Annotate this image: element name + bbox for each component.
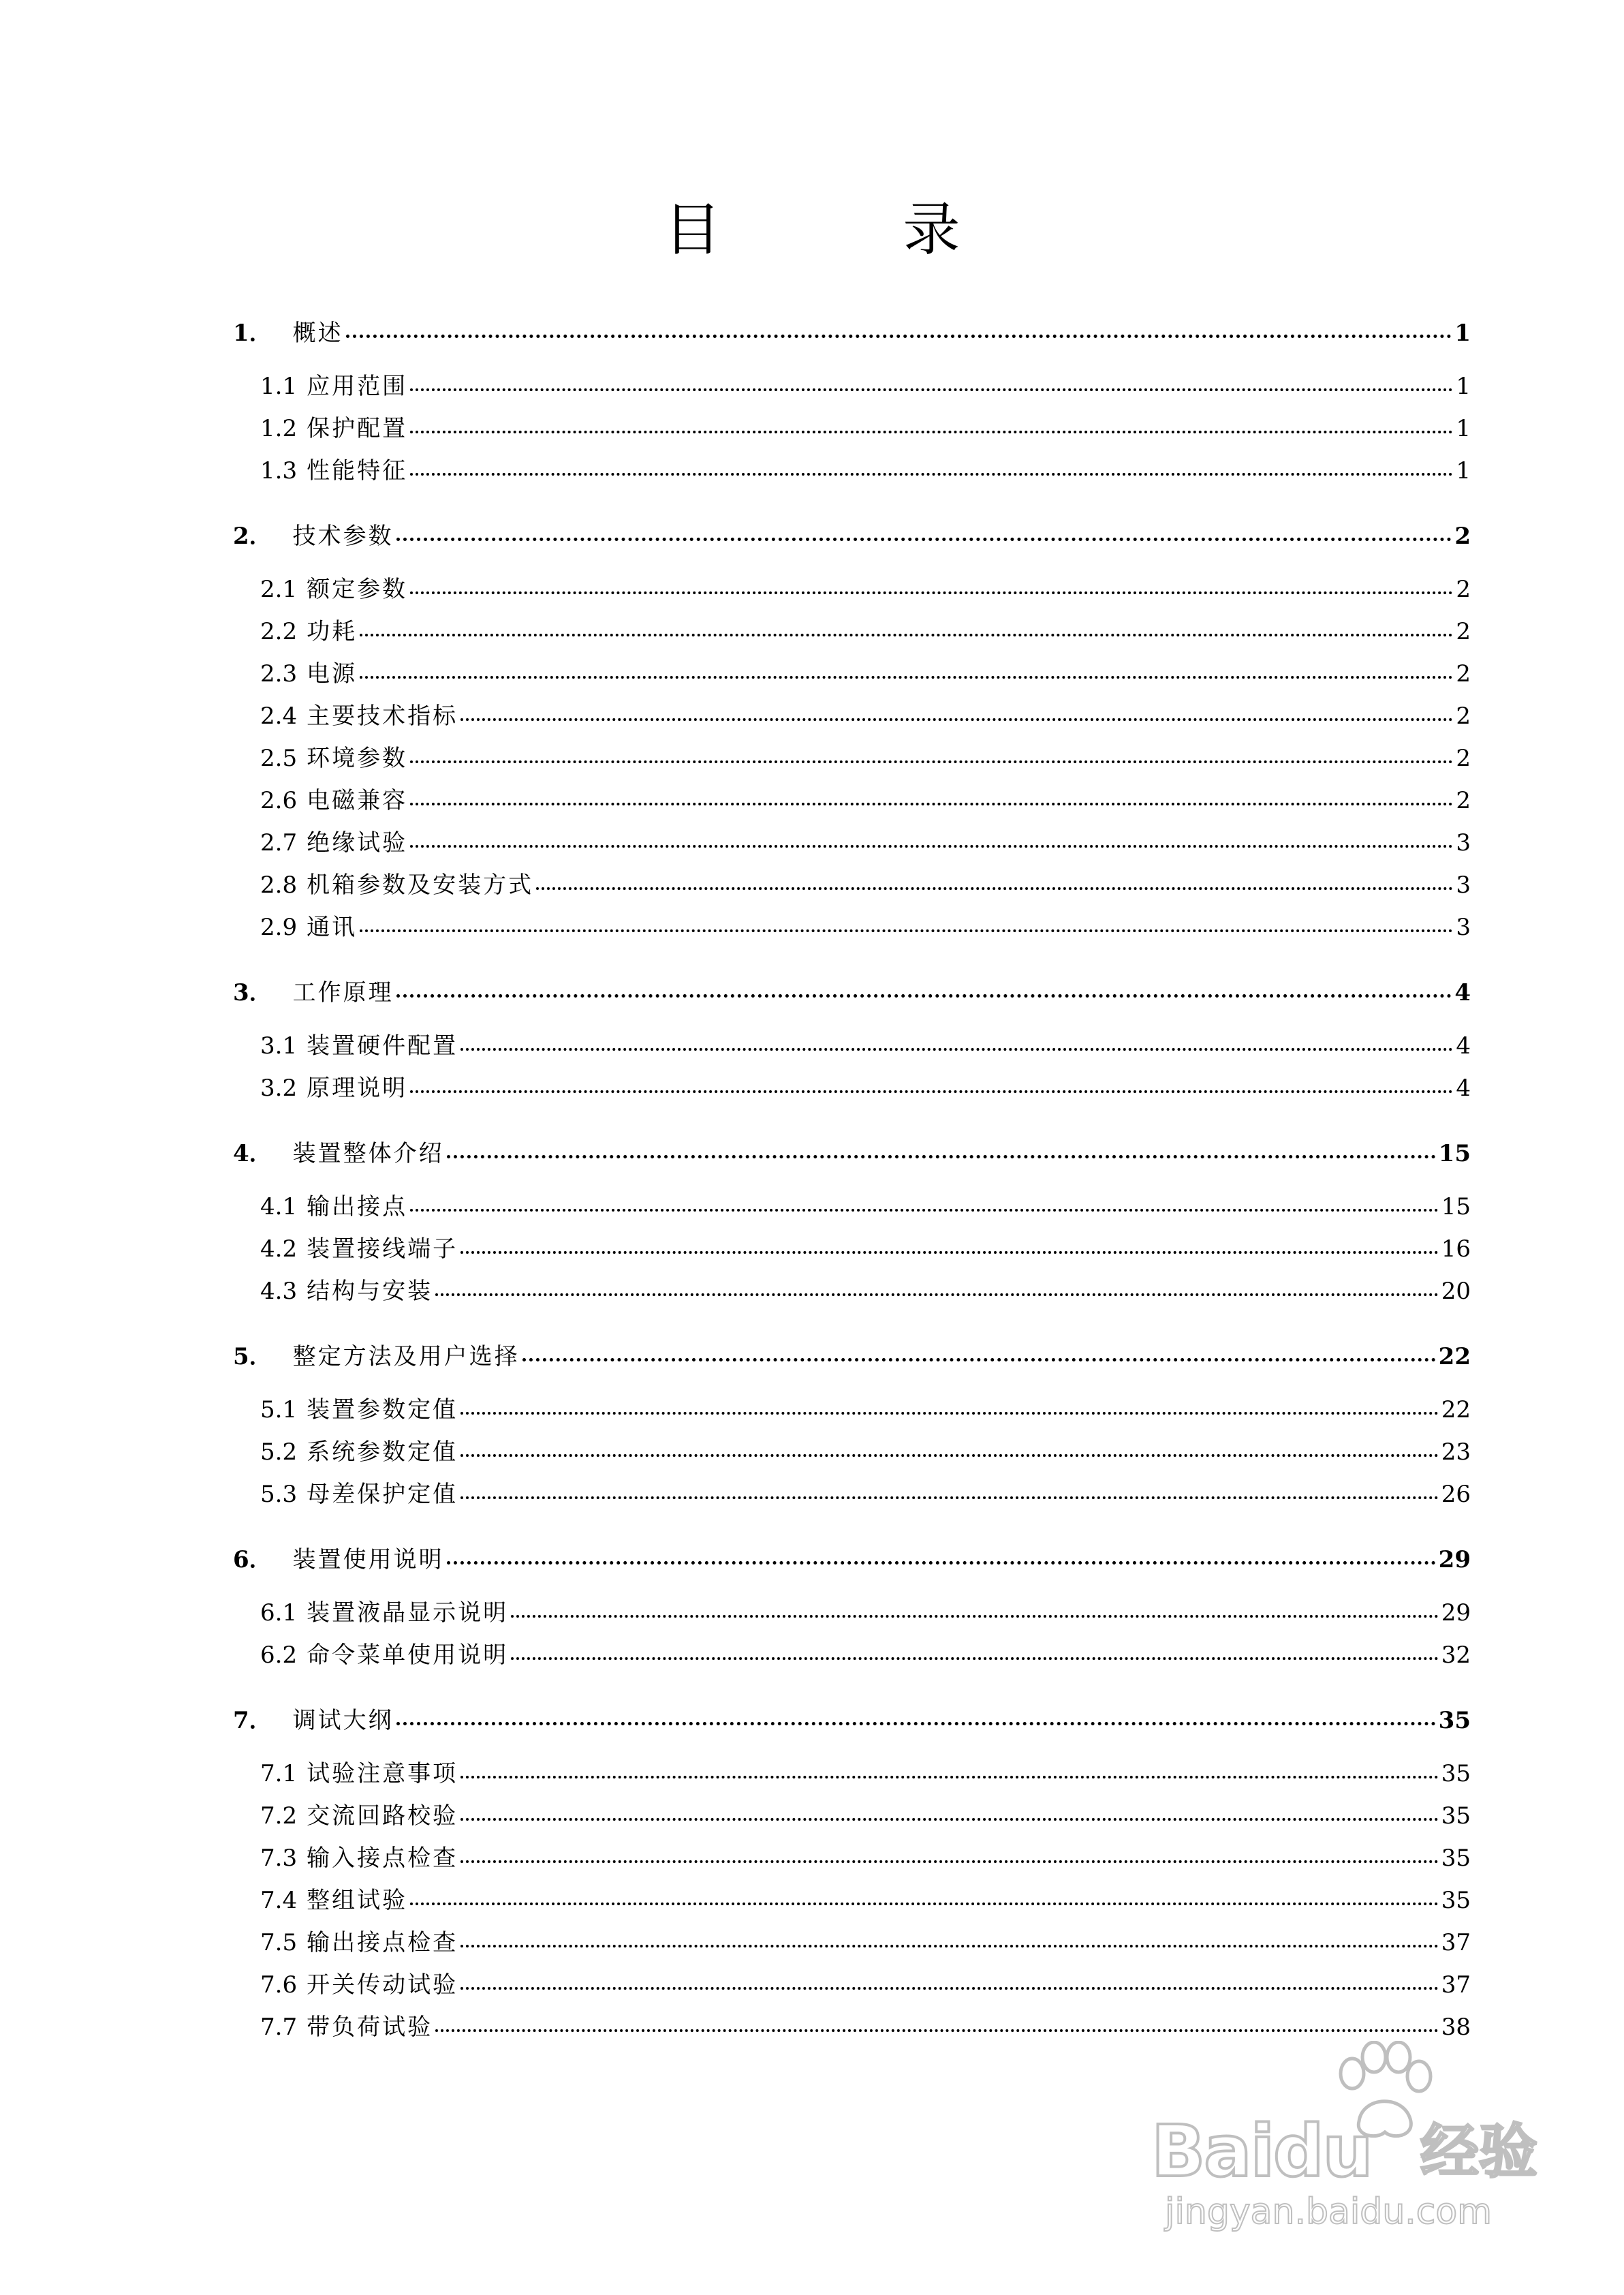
toc-section-entry[interactable]	[260, 1926, 1471, 1960]
toc-page-number: 29	[1438, 1546, 1471, 1573]
toc-dot-leader	[410, 803, 1453, 805]
toc-entry-number: 5.2	[260, 1438, 298, 1466]
toc-page-number: 2	[1456, 787, 1471, 814]
toc-entry-label: 输入接点检查	[307, 1845, 458, 1872]
toc-page-number: 3	[1456, 914, 1471, 941]
toc-section-entry[interactable]	[260, 826, 1471, 860]
toc-dot-leader	[410, 431, 1453, 433]
toc-dot-leader	[435, 1293, 1439, 1296]
toc-page-number: 4	[1454, 979, 1471, 1006]
toc-page-number: 2	[1454, 523, 1471, 550]
toc-entry-number: 5.3	[260, 1481, 298, 1508]
toc-entry-number: 2.9	[260, 914, 298, 941]
toc-dot-leader	[435, 2029, 1439, 2032]
toc-entry-label: 技术参数	[292, 523, 394, 550]
toc-section-entry[interactable]	[260, 910, 1471, 944]
toc-entry-label: 装置接线端子	[307, 1235, 458, 1263]
toc-entry-label: 功耗	[307, 618, 358, 645]
toc-entry-label: 额定参数	[307, 576, 408, 603]
toc-dot-leader	[410, 1903, 1439, 1905]
toc-entry-label: 输出接点	[307, 1193, 408, 1220]
toc-section-entry[interactable]	[260, 1596, 1471, 1630]
toc-entry-number: 1.1	[260, 373, 298, 400]
toc-entry-number: 2.6	[260, 787, 298, 814]
toc-entry-number: 4.3	[260, 1278, 298, 1305]
toc-entry-label: 装置参数定值	[307, 1396, 458, 1423]
toc-entry-label: 试验注意事项	[307, 1760, 458, 1787]
toc-page-number: 37	[1441, 1971, 1471, 1999]
toc-entry-label: 结构与安装	[307, 1278, 433, 1305]
toc-dot-leader	[410, 1209, 1439, 1212]
toc-entry-label: 性能特征	[307, 457, 408, 484]
toc-dot-leader	[396, 994, 1452, 998]
toc-dot-leader	[360, 634, 1453, 636]
toc-entry-number: 1.3	[260, 457, 298, 484]
toc-entry-number: 7.4	[260, 1887, 298, 1914]
jingyan-text: 经验	[1420, 2118, 1537, 2186]
toc-entry-number: 2．	[233, 523, 272, 550]
toc-page-number: 2	[1456, 618, 1471, 645]
toc-chapter-entry[interactable]	[233, 1137, 1471, 1171]
toc-dot-leader	[346, 335, 1452, 338]
toc-entry-number: 2.1	[260, 576, 298, 603]
toc-entry-number: 4．	[233, 1140, 272, 1167]
toc-section-entry[interactable]	[260, 412, 1471, 446]
toc-entry-number: 1．	[233, 320, 272, 347]
toc-entry-number: 2.8	[260, 872, 298, 899]
toc-entry-number: 4.2	[260, 1235, 298, 1263]
toc-entry-number: 2.7	[260, 829, 298, 857]
toc-chapter-entry[interactable]	[233, 316, 1471, 350]
toc-entry-number: 2.4	[260, 703, 298, 730]
toc-entry-number: 2.2	[260, 618, 298, 645]
toc-section-entry[interactable]	[260, 699, 1471, 733]
toc-section-entry[interactable]	[260, 657, 1471, 691]
toc-section-entry[interactable]	[260, 572, 1471, 606]
toc-entry-label: 装置硬件配置	[307, 1032, 458, 1060]
toc-chapter-entry[interactable]	[233, 1543, 1471, 1577]
toc-dot-leader	[410, 473, 1453, 476]
toc-entry-label: 系统参数定值	[307, 1438, 458, 1466]
toc-section-entry[interactable]	[260, 1190, 1471, 1224]
toc-entry-label: 电磁兼容	[307, 787, 408, 814]
toc-dot-leader	[410, 760, 1453, 763]
toc-entry-label: 通讯	[307, 914, 358, 941]
toc-entry-number: 6.1	[260, 1599, 298, 1627]
toc-entry-number: 3.2	[260, 1075, 298, 1102]
toc-entry-label: 调试大纲	[292, 1707, 394, 1734]
toc-entry-label: 概述	[292, 320, 343, 347]
toc-entry-label: 环境参数	[307, 745, 408, 772]
toc-section-entry[interactable]	[260, 1883, 1471, 1917]
toc-dot-leader	[511, 1615, 1439, 1618]
baidu-logo-text: Baidu	[1151, 2110, 1372, 2193]
toc-dot-leader	[460, 1454, 1439, 1457]
toc-section-entry[interactable]	[260, 1799, 1471, 1833]
toc-page-number: 2	[1456, 576, 1471, 603]
toc-page-number: 35	[1441, 1845, 1471, 1872]
toc-entry-number: 1.2	[260, 415, 298, 442]
toc-entry-label: 电源	[307, 660, 358, 688]
toc-page-number: 35	[1438, 1707, 1471, 1734]
toc-section-entry[interactable]	[260, 784, 1471, 818]
toc-section-entry[interactable]	[260, 1435, 1471, 1469]
toc-page-number: 1	[1456, 457, 1471, 484]
toc-dot-leader	[460, 1818, 1439, 1821]
toc-entry-number: 3．	[233, 979, 272, 1006]
toc-section-entry[interactable]	[260, 1638, 1471, 1672]
toc-page-number: 37	[1441, 1929, 1471, 1956]
toc-entry-label: 整定方法及用户选择	[292, 1343, 520, 1370]
toc-page-number: 23	[1441, 1438, 1471, 1466]
toc-entry-number: 7.2	[260, 1802, 298, 1830]
toc-page-number: 2	[1456, 660, 1471, 688]
toc-entry-label: 工作原理	[292, 979, 394, 1006]
toc-section-entry[interactable]	[260, 868, 1471, 902]
toc-section-entry[interactable]	[260, 1232, 1471, 1266]
toc-section-entry[interactable]	[260, 1477, 1471, 1511]
toc-entry-label: 交流回路校验	[307, 1802, 458, 1830]
toc-page-number: 15	[1438, 1140, 1471, 1167]
toc-entry-number: 7.5	[260, 1929, 298, 1956]
toc-page-number: 22	[1438, 1343, 1471, 1370]
toc-dot-leader	[460, 1987, 1439, 1990]
toc-page-number: 2	[1456, 703, 1471, 730]
toc-entry-label: 保护配置	[307, 415, 408, 442]
toc-chapter-entry[interactable]	[233, 1704, 1471, 1738]
toc-entry-label: 机箱参数及安装方式	[307, 872, 534, 899]
toc-chapter-entry[interactable]	[233, 519, 1471, 553]
toc-chapter-entry[interactable]	[233, 976, 1471, 1010]
toc-page-number: 22	[1441, 1396, 1471, 1423]
toc-section-entry[interactable]	[260, 1841, 1471, 1875]
toc-section-entry[interactable]	[260, 1968, 1471, 2002]
toc-dot-leader	[460, 1860, 1439, 1863]
toc-section-entry[interactable]	[260, 741, 1471, 775]
toc-entry-number: 2.3	[260, 660, 298, 688]
toc-dot-leader	[460, 1776, 1439, 1778]
toc-chapter-entry[interactable]	[233, 1340, 1471, 1374]
toc-page-number: 4	[1456, 1032, 1471, 1060]
toc-entry-number: 7.7	[260, 2014, 298, 2041]
toc-page-number: 20	[1441, 1278, 1471, 1305]
toc-dot-leader	[410, 388, 1453, 391]
toc-dot-leader	[460, 1251, 1439, 1254]
toc-page-number: 38	[1441, 2014, 1471, 2041]
toc-entry-number: 5.1	[260, 1396, 298, 1423]
toc-entry-number: 6.2	[260, 1642, 298, 1669]
toc-section-entry[interactable]	[260, 2010, 1471, 2044]
toc-page-number: 15	[1441, 1193, 1471, 1220]
toc-dot-leader	[511, 1657, 1439, 1660]
toc-section-entry[interactable]	[260, 1757, 1471, 1791]
toc-entry-number: 5．	[233, 1343, 272, 1370]
toc-page-number: 29	[1441, 1599, 1471, 1627]
watermark-url: jingyan.baidu.com	[1165, 2191, 1492, 2232]
toc-entry-number: 4.1	[260, 1193, 298, 1220]
toc-entry-number: 7.1	[260, 1760, 298, 1787]
toc-entry-label: 整组试验	[307, 1887, 408, 1914]
toc-entry-number: 2.5	[260, 745, 298, 772]
toc-dot-leader	[460, 1048, 1453, 1051]
toc-dot-leader	[460, 1412, 1439, 1415]
toc-dot-leader	[522, 1358, 1436, 1361]
toc-page-number: 3	[1456, 829, 1471, 857]
toc-section-entry[interactable]	[260, 1071, 1471, 1105]
toc-entry-label: 装置整体介绍	[292, 1140, 444, 1167]
baidu-jingyan-watermark	[1151, 2041, 1560, 2238]
toc-dot-leader	[536, 887, 1453, 890]
toc-section-entry[interactable]	[260, 1274, 1471, 1308]
toc-page-number: 1	[1454, 320, 1471, 347]
toc-entry-number: 7.3	[260, 1845, 298, 1872]
toc-section-entry[interactable]	[260, 615, 1471, 649]
toc-section-entry[interactable]	[260, 369, 1471, 403]
toc-page-number: 1	[1456, 373, 1471, 400]
toc-entry-label: 输出接点检查	[307, 1929, 458, 1956]
toc-entry-number: 7．	[233, 1707, 272, 1734]
toc-entry-label: 绝缘试验	[307, 829, 408, 857]
toc-dot-leader	[460, 718, 1453, 721]
toc-page-number: 2	[1456, 745, 1471, 772]
toc-entry-label: 装置液晶显示说明	[307, 1599, 509, 1627]
toc-entry-number: 6．	[233, 1546, 272, 1573]
toc-entry-label: 原理说明	[307, 1075, 408, 1102]
toc-section-entry[interactable]	[260, 454, 1471, 488]
toc-dot-leader	[460, 1945, 1439, 1947]
toc-page-number: 16	[1441, 1235, 1471, 1263]
toc-page-number: 4	[1456, 1075, 1471, 1102]
toc-dot-leader	[410, 1090, 1453, 1093]
toc-dot-leader	[396, 538, 1452, 541]
toc-entry-number: 7.6	[260, 1971, 298, 1999]
toc-dot-leader	[360, 676, 1453, 679]
toc-section-entry[interactable]	[260, 1029, 1471, 1063]
toc-entry-label: 带负荷试验	[307, 2014, 433, 2041]
toc-dot-leader	[447, 1155, 1436, 1158]
toc-entry-label: 应用范围	[307, 373, 408, 400]
toc-section-entry[interactable]	[260, 1393, 1471, 1427]
toc-entry-label: 装置使用说明	[292, 1546, 444, 1573]
toc-entry-label: 开关传动试验	[307, 1971, 458, 1999]
toc-entry-label: 主要技术指标	[307, 703, 458, 730]
toc-dot-leader	[396, 1722, 1436, 1725]
toc-dot-leader	[360, 929, 1453, 932]
toc-dot-leader	[447, 1561, 1436, 1565]
toc-dot-leader	[410, 845, 1453, 848]
toc-page-number: 26	[1441, 1481, 1471, 1508]
toc-entry-label: 命令菜单使用说明	[307, 1642, 509, 1669]
toc-page-number: 35	[1441, 1802, 1471, 1830]
toc-dot-leader	[460, 1496, 1439, 1499]
page-title: 目 录	[663, 196, 1042, 263]
toc-page-number: 1	[1456, 415, 1471, 442]
toc-entry-label: 母差保护定值	[307, 1481, 458, 1508]
toc-page-number: 32	[1441, 1642, 1471, 1669]
toc-page-number: 35	[1441, 1760, 1471, 1787]
toc-page-number: 35	[1441, 1887, 1471, 1914]
toc-page-number: 3	[1456, 872, 1471, 899]
toc-dot-leader	[410, 591, 1453, 594]
toc-entry-number: 3.1	[260, 1032, 298, 1060]
